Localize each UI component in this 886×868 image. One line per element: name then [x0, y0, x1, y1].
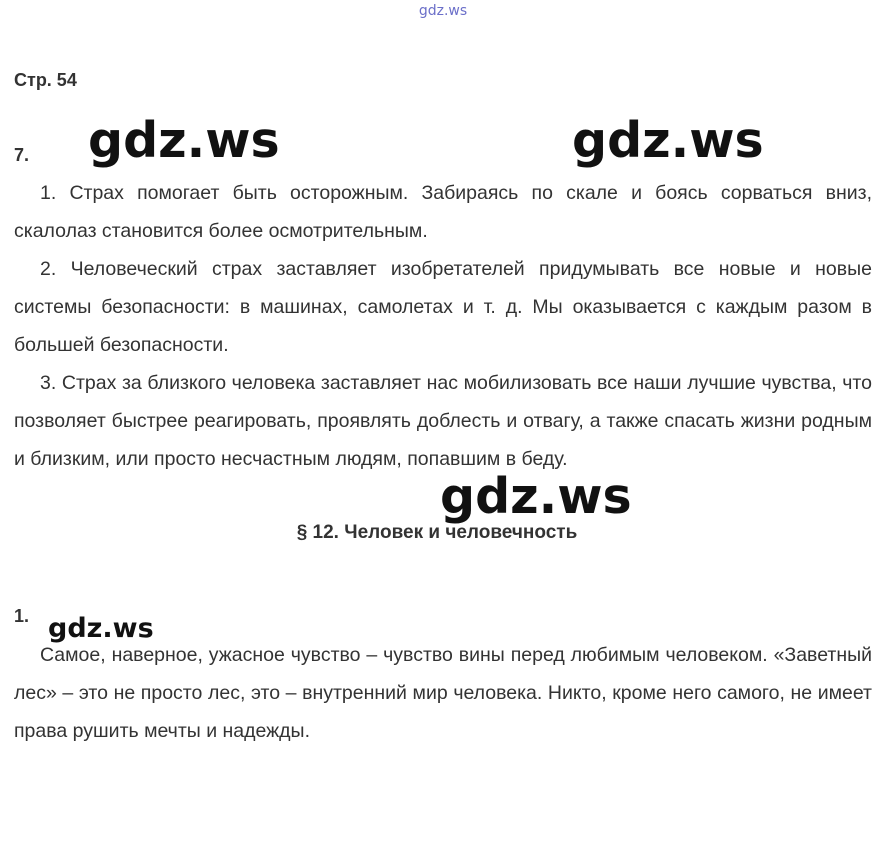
task7-paragraph-3: 3. Страх за близкого человека заставляет нас мобилизовать все наши лучшие чувства, что позволяет быстрее реагировать, проявлять доблесть и отвагу, а также спасать жизни родным и близким, или просто несчастным людям, попавшим в беду.	[14, 372, 872, 470]
task-number-1: 1.	[14, 606, 30, 626]
section-title: § 12. Человек и человечность	[296, 522, 578, 543]
task1-paragraph: Самое, наверное, ужасное чувство – чувство вины перед любимым человеком. «Заветный лес» – это не просто лес, это – внутренний мир человека. Никто, кроме него самого, не имеет права рушить мечты и надежды.	[14, 644, 872, 742]
task-number-7: 7.	[14, 145, 30, 165]
watermark-logo: gdz.ws	[48, 613, 154, 644]
watermark-logo: gdz.ws	[572, 112, 764, 169]
watermark-logo: gdz.ws	[440, 468, 632, 525]
task7-paragraph-1: 1. Страх помогает быть осторожным. Забираясь по скале и боясь сорваться вниз, скалолаз становится более осмотрительным.	[14, 182, 872, 242]
watermark-logo: gdz.ws	[88, 112, 280, 169]
page-number-label: Стр. 54	[14, 70, 77, 90]
task7-paragraph-2: 2. Человеческий страх заставляет изобретателей придумывать все новые и новые системы безопасности: в машинах, самолетах и т. д. Мы оказывается с каждым разом в большей безопасности.	[14, 258, 872, 356]
site-mark-header: gdz.ws	[418, 3, 468, 19]
